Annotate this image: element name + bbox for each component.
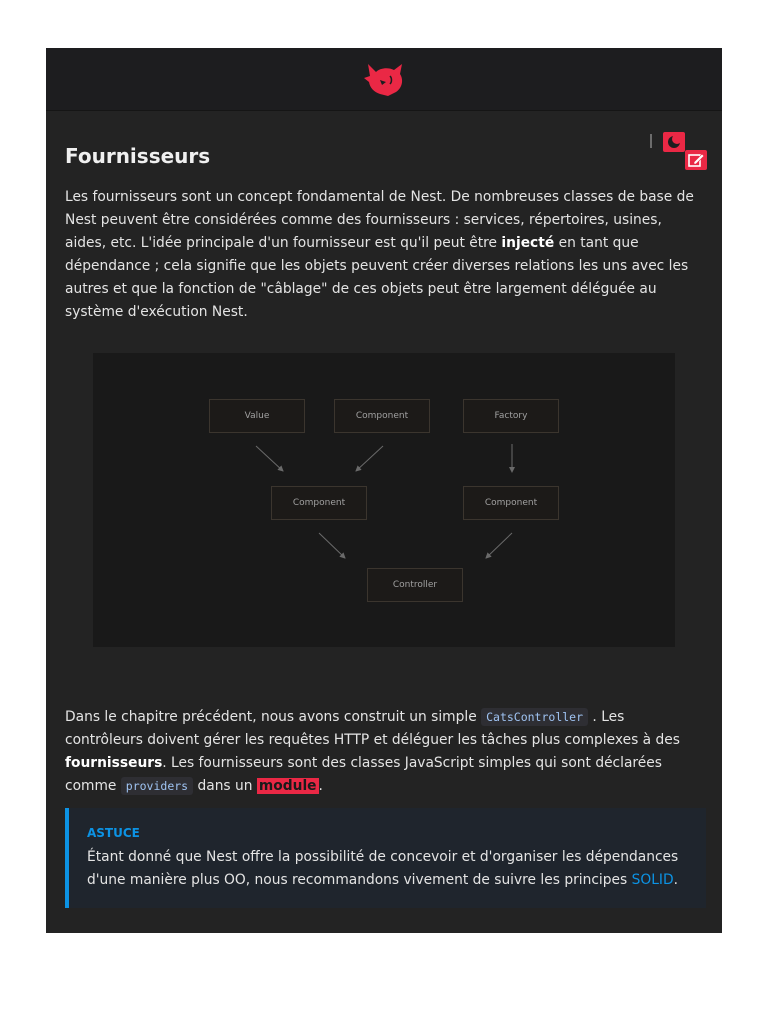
section2-text-5: .	[318, 778, 323, 794]
intro-text-2: en tant que dépendance ; cela signifie que les objets peuvent créer diverses relations les uns avec les autres et que la fonction de "câblage" de ces objets peut être largement déléguée au système d'exécution Nest.	[65, 235, 689, 320]
moon-icon[interactable]	[663, 132, 685, 152]
page-frame	[46, 48, 722, 933]
nestjs-cat-logo-icon[interactable]	[362, 60, 406, 98]
node-value: Value	[209, 399, 305, 433]
solid-link[interactable]: SOLID	[631, 872, 674, 888]
edit-icon[interactable]	[685, 150, 707, 170]
tip-label: ASTUCE	[87, 826, 140, 840]
providers-diagram	[93, 353, 675, 647]
section2-text-2: . Les contrôleurs doivent gérer les requêtes HTTP et déléguer les tâches plus complexes à des	[65, 709, 680, 748]
intro-paragraph	[65, 186, 705, 324]
arrow-value-to-component	[256, 446, 283, 471]
tip-text-2: .	[673, 872, 678, 888]
node-component-right: Component	[463, 486, 559, 520]
page-tools	[650, 132, 710, 172]
controllers-paragraph	[65, 706, 705, 798]
arrow-component-to-component	[356, 446, 383, 471]
arrow-left-to-controller	[319, 533, 345, 558]
top-header	[46, 48, 722, 111]
section2-text-1: Dans le chapitre précédent, nous avons construit un simple	[65, 709, 482, 725]
section2-text-3: . Les fournisseurs sont des classes JavaScript simples qui sont déclarées comme	[65, 755, 662, 794]
tip-callout	[65, 808, 706, 908]
code-providers: providers	[121, 777, 193, 795]
node-controller: Controller	[367, 568, 463, 602]
section2-text-4: dans un	[193, 778, 257, 794]
node-component-left: Component	[271, 486, 367, 520]
page-title: Fournisseurs	[65, 144, 211, 168]
intro-bold-injected: injecté	[501, 235, 555, 251]
node-component-top: Component	[334, 399, 430, 433]
code-cats-controller: CatsController	[481, 708, 588, 726]
tip-text	[87, 846, 687, 892]
arrow-right-to-controller	[486, 533, 512, 558]
tip-text-1: Étant donné que Nest offre la possibilité de concevoir et d'organiser les dépendances d'une manière plus OO, nous recommandons vivement de suivre les principes	[87, 849, 679, 888]
module-highlight[interactable]: module	[258, 778, 317, 794]
bold-providers: fournisseurs	[65, 755, 163, 771]
toolbar-divider	[650, 134, 652, 148]
node-factory: Factory	[463, 399, 559, 433]
diagram-arrows	[93, 353, 675, 647]
intro-text-1: Les fournisseurs sont un concept fondamental de Nest. De nombreuses classes de base de Nest peuvent être considérées comme des fournisseurs : services, répertoires, usines, aides, etc. L'idée principale d'un fournisseur est qu'il peut être	[65, 189, 694, 251]
